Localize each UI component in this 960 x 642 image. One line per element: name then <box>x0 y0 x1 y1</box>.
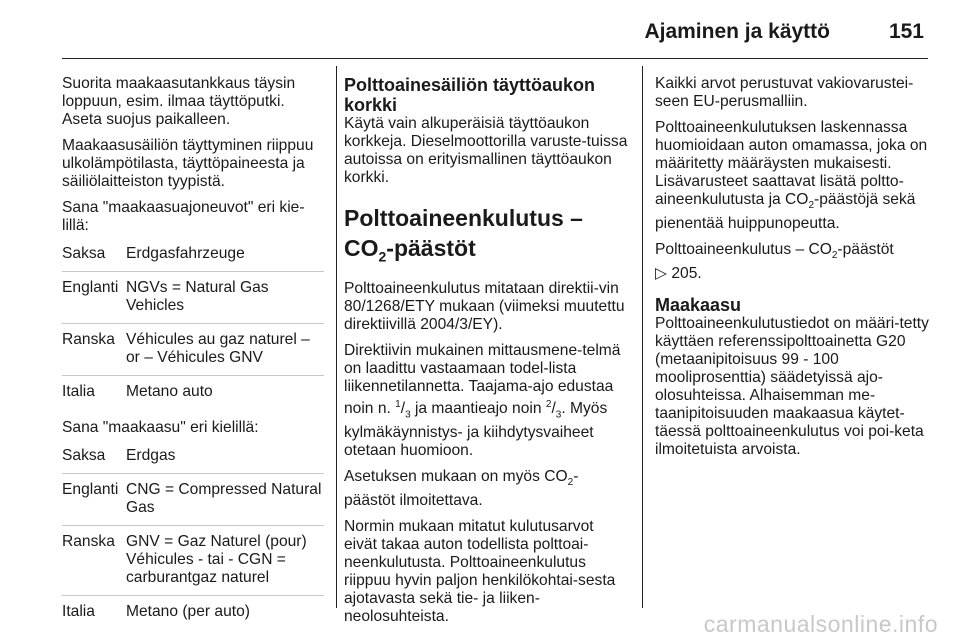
language-table-vehicles <box>62 245 324 409</box>
page-reference-link[interactable]: 205. <box>671 265 702 283</box>
paragraph: Normin mukaan mitatut kulutusarvot eivät takaa auton todellista polttoai-neenkulutusta. Polttoaineenkulutus riippuu hyvin paljon henkilökohtai-sesta ajotavasta sekä tie- ja liiken-neolosuhteista. <box>344 518 616 625</box>
subscript: 2 <box>567 477 574 488</box>
term-cell: CNG = Compressed Natural Gas <box>126 481 322 516</box>
page-number: 151 <box>888 20 924 43</box>
page-reference-arrow-icon: ▷ <box>655 265 667 283</box>
paragraph <box>655 241 935 283</box>
lang-cell: Ranska <box>62 331 115 348</box>
subscript: 2 <box>808 200 814 212</box>
table-row <box>62 376 324 410</box>
column-divider-1 <box>336 66 337 608</box>
lang-cell: Ranska <box>62 533 115 550</box>
paragraph: Sana "maakaasuajoneuvot" eri kie-lillä: <box>62 199 305 234</box>
term-cell: Erdgas <box>126 447 176 464</box>
table-row <box>62 474 324 526</box>
column-3 <box>655 75 935 467</box>
term-cell: GNV = Gaz Naturel (pour) Véhicules - tai - CGN = carburantgaz naturel <box>126 533 307 586</box>
term-cell: NGVs = Natural Gas Vehicles <box>126 279 269 314</box>
table-row <box>62 596 324 630</box>
term-cell: Erdgasfahrzeuge <box>126 245 245 262</box>
text: . Myös kylmäkäynnistys- ja kiihdytysvaiheet otetaan huomioon. <box>344 399 608 459</box>
section-heading: Polttoainesäiliön täyttöaukon korkki <box>344 75 596 115</box>
fraction-num: 2 <box>545 398 552 410</box>
subscript: 2 <box>378 248 387 265</box>
paragraph: Maakaasusäiliön täyttyminen riippuu ulkolämpötilasta, täyttöpaineesta ja säiliölaitteiston tyypistä. <box>62 137 314 190</box>
column-1 <box>62 75 324 639</box>
subscript: 2 <box>831 250 838 262</box>
lang-cell: Englanti <box>62 279 119 296</box>
text: -päästöjä sekä pienentää huippunopeutta. <box>655 191 916 233</box>
lang-cell: Saksa <box>62 245 106 262</box>
table-row <box>62 272 324 324</box>
heading-text: -päästöt <box>386 235 476 261</box>
lang-cell: Saksa <box>62 447 106 464</box>
text: Polttoaineenkulutus – CO <box>655 241 832 259</box>
paragraph <box>344 468 628 510</box>
term-cell: Metano auto <box>126 383 213 400</box>
paragraph: Direktiivin mukainen mittausmene-telmä on laadittu vastaamaan todel-lista liikennetilannetta. Taajama-ajo edustaa noin n. $^1/_3$ ja maantieajo noin $^2/_3$. Myös kylmäkäynnistys- ja kiihdytysvaiheet otetaan huomioon. <box>344 341 621 459</box>
text: -päästöt <box>837 241 894 259</box>
paragraph: Sana "maakaasu" eri kielillä: <box>62 419 259 436</box>
text: Polttoaineenkulutuksen laskennassa huomioidaan auton omamassa, joka on määritetty määräysten mukaisesti. Lisävarusteet saattavat lisätä poltto-aineenkulutusta ja CO <box>655 119 928 208</box>
column-divider-2 <box>642 66 643 608</box>
heading-text: CO <box>344 235 379 261</box>
fraction-den: 3 <box>405 408 411 420</box>
chapter-heading <box>344 203 628 272</box>
fraction-num: 1 <box>395 398 401 410</box>
fraction-den: 3 <box>555 408 562 420</box>
section-heading: Maakaasu <box>655 295 742 316</box>
paragraph: Polttoaineenkulutus mitataan direktii-vin 80/1268/ETY mukaan (viimeksi muutettu direktiivillä 2004/3/EY). <box>344 279 625 333</box>
text: Direktiivin mukainen mittausmene-telmä on laadittu vastaamaan todel-lista liikennetilannetta. Taajama-ajo edustaa noin n. <box>344 341 621 417</box>
page-header-title: Ajaminen ja käyttö <box>644 20 830 43</box>
table-row <box>62 245 324 272</box>
paragraph <box>655 119 935 233</box>
text: ja maantieajo noin <box>410 399 546 417</box>
header-rule <box>62 58 928 59</box>
table-row <box>62 324 324 376</box>
text: -päästöt ilmoitettava. <box>344 467 579 509</box>
column-2 <box>344 75 628 634</box>
heading-text: Polttoaineenkulutus – <box>344 205 583 231</box>
term-cell: Metano (per auto) <box>126 603 250 620</box>
paragraph: Käytä vain alkuperäisiä täyttöaukon korkkeja. Dieselmoottorilla varuste-tuissa autoissa on erityismallinen täyttöaukon korkki. <box>344 115 628 186</box>
language-table-gas <box>62 447 324 629</box>
text: Asetuksen mukaan on myös CO <box>344 467 568 485</box>
table-row <box>62 526 324 596</box>
paragraph: Polttoaineenkulutustiedot on määri-tetty käyttäen referenssipolttoainetta G20 (metaanipitoisuus 99 - 100 mooliprosenttia) säädetyissä ajo-olosuhteissa. Alhaisemman me-taanipitoisuuden maakaasua käytet-täessä polttoaineenkulutus voi poi-keta ilmoitetuista arvoista. <box>655 315 929 459</box>
term-cell: Véhicules au gaz naturel – or – Véhicules GNV <box>126 331 310 366</box>
watermark: carmanualsonline.info <box>703 611 938 637</box>
lang-cell: Italia <box>62 603 95 620</box>
paragraph: Kaikki arvot perustuvat vakiovarustei-seen EU-perusmalliin. <box>655 75 914 110</box>
lang-cell: Italia <box>62 383 95 400</box>
table-row <box>62 447 324 474</box>
paragraph: Suorita maakaasutankkaus täysin loppuun, esim. ilmaa täyttöputki. Aseta suojus paikalleen. <box>62 75 296 128</box>
lang-cell: Englanti <box>62 481 119 498</box>
